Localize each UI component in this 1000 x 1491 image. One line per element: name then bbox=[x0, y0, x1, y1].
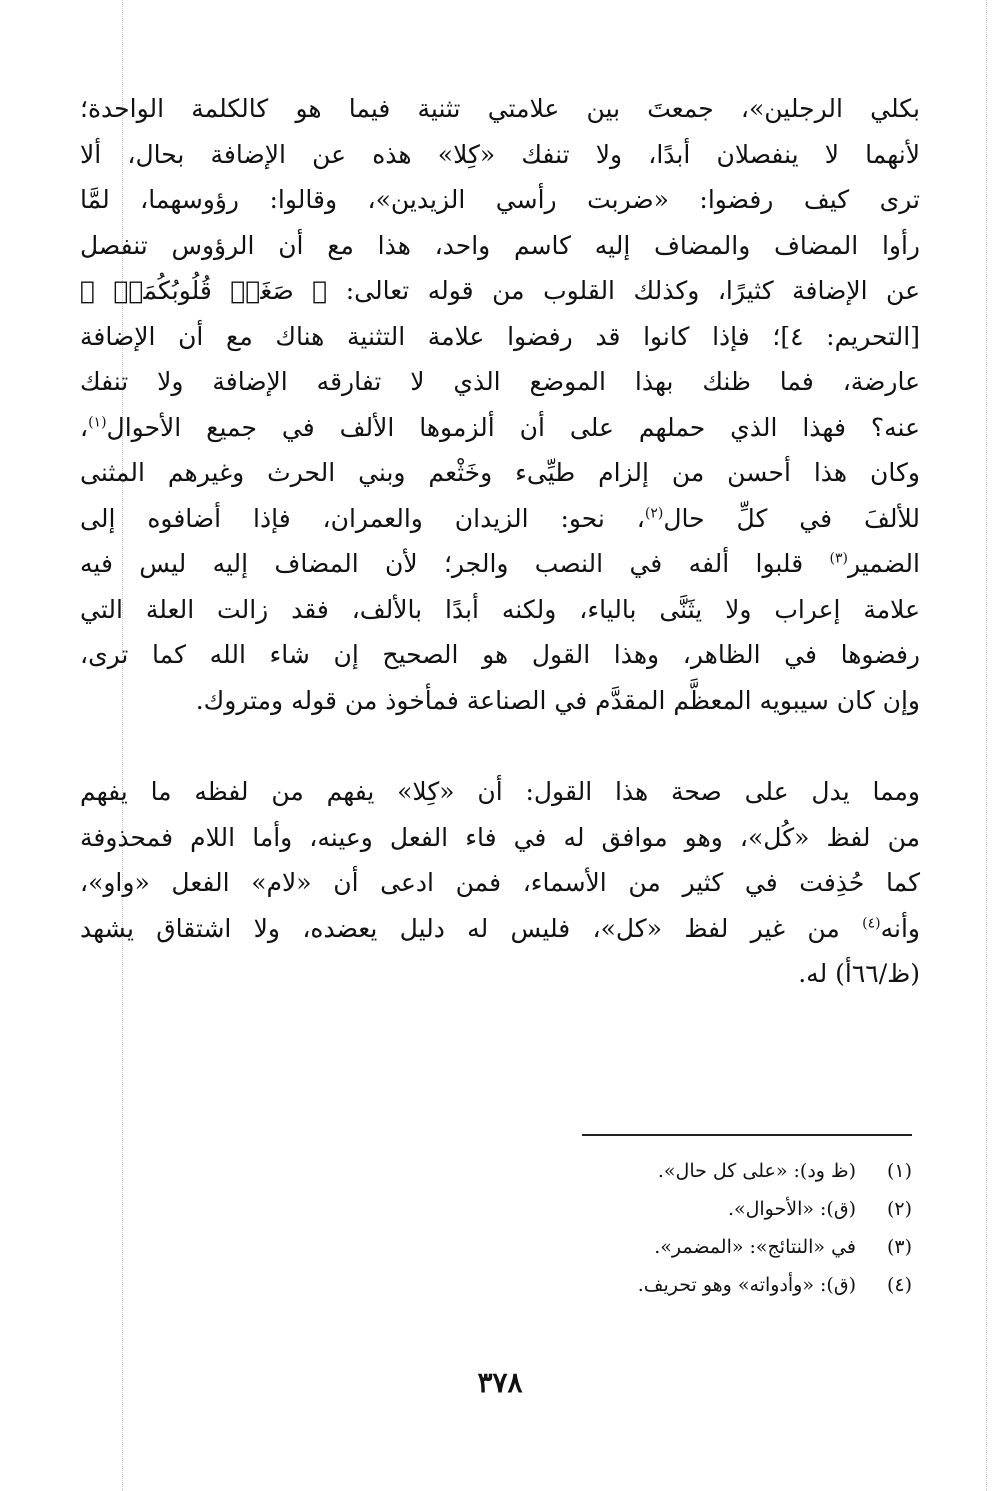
text-line: ومما يدل على صحة هذا القول: أن «كِلا» يفهم من لفظه ما يفهم bbox=[80, 777, 920, 806]
text-line: وإن كان سيبويه المعظَّم المقدَّم في الصناعة فمأخوذ من قوله ومتروك. bbox=[195, 685, 920, 715]
footnote-1 bbox=[312, 1152, 912, 1190]
footnote-text: (ظ ود): «على كل حال». bbox=[657, 1160, 856, 1182]
text-line bbox=[80, 906, 920, 952]
line-text: ، bbox=[80, 412, 89, 442]
text-line: رأوا المضاف والمضاف إليه كاسم واحد، هذا مع أن الرؤوس تنفصل bbox=[80, 230, 920, 260]
footnote-number: (٣) bbox=[886, 1236, 912, 1258]
footnote-marker-3[interactable]: (٣) bbox=[829, 550, 848, 567]
line-text: وأنه bbox=[880, 913, 920, 943]
text-line: كما حُذِفت في كثير من الأسماء، فمن ادعى أن «لام» الفعل «واو»، bbox=[80, 868, 920, 897]
text-line: علامة إعراب ولا يثَنَّى بالياء، ولكنه أبدًا بالألف، فقد زالت العلة التي bbox=[80, 594, 920, 624]
text-line: عارضة، فما ظنك بهذا الموضع الذي لا تفارقه الإضافة ولا تنفك bbox=[80, 367, 920, 396]
footnote-number: (١) bbox=[886, 1160, 912, 1182]
text-line: وكان هذا أحسن من إلزام طيِّىء وخَثْعم وبني الحرث وغيرهم المثنى bbox=[80, 458, 920, 487]
text-line: من لفظ «كُل»، وهو موافق له في فاء الفعل وعينه، وأما اللام فمحذوفة bbox=[80, 822, 920, 852]
footnotes bbox=[312, 1152, 912, 1304]
text-line: (ظ/٦٦أ) له. bbox=[798, 959, 920, 988]
footnote-text: (ق): «وأدواته» وهو تحريف. bbox=[637, 1274, 856, 1296]
text-line bbox=[80, 405, 920, 451]
line-text: ، نحو: الزيدان والعمران، فإذا أضافوه إلى bbox=[80, 503, 645, 533]
text-line: رفضوها في الظاهر، وهذا القول هو الصحيح إن شاء الله كما ترى، bbox=[80, 640, 920, 669]
text-line: عن الإضافة كثيرًا، وكذلك القلوب من قوله تعالى: ﴿ صَغَتۡ قُلُوبُكُمَاۖ ﴾ bbox=[80, 276, 920, 305]
text-line bbox=[80, 541, 920, 587]
line-text: قلبوا ألفه في النصب والجر؛ لأن المضاف إليه ليس فيه bbox=[80, 549, 830, 578]
line-text: الضمير bbox=[847, 549, 920, 578]
text-line: [التحريم: ٤]؛ فإذا كانوا قد رفضوا علامة التثنية هناك مع أن الإضافة bbox=[80, 321, 920, 351]
main-text bbox=[80, 86, 920, 997]
footnote-2 bbox=[312, 1190, 912, 1228]
scan-edge-right bbox=[986, 0, 987, 1491]
line-text: من غير لفظ «كل»، فليس له دليل يعضده، ولا اشتقاق يشهد bbox=[80, 913, 863, 943]
line-text: للألفَ في كلِّ حال bbox=[663, 503, 921, 533]
page-number: ٣٧٨ bbox=[477, 1366, 523, 1399]
line-text: عنه؟ فهذا الذي حملهم على أن ألزموها الألف في جميع الأحوال bbox=[106, 412, 920, 442]
footnote-marker-2[interactable]: (٢) bbox=[644, 505, 664, 522]
footnote-marker-4[interactable]: (٤) bbox=[862, 915, 881, 932]
footnote-marker-1[interactable]: (١) bbox=[88, 414, 107, 431]
footnote-text: (ق): «الأحوال». bbox=[727, 1198, 856, 1220]
footnote-text: في «النتائج»: «المضمر». bbox=[654, 1236, 856, 1258]
text-line bbox=[80, 496, 920, 542]
footnote-3 bbox=[312, 1228, 912, 1266]
footnote-4 bbox=[312, 1266, 912, 1304]
footnote-separator bbox=[582, 1134, 912, 1136]
text-line: بكلي الرجلين»، جمعتَ بين علامتي تثنية فيما هو كالكلمة الواحدة؛ bbox=[80, 94, 920, 123]
footnote-number: (٤) bbox=[886, 1274, 912, 1296]
text-line: لأنهما لا ينفصلان أبدًا، ولا تنفك «كِلا» هذه عن الإضافة بحال، ألا bbox=[80, 139, 920, 169]
paragraph-gap bbox=[80, 723, 920, 769]
text-line: ترى كيف رفضوا: «ضربت رأسي الزيدين»، وقالوا: رؤوسهما، لمَّا bbox=[80, 185, 920, 214]
footnote-number: (٢) bbox=[886, 1198, 912, 1220]
